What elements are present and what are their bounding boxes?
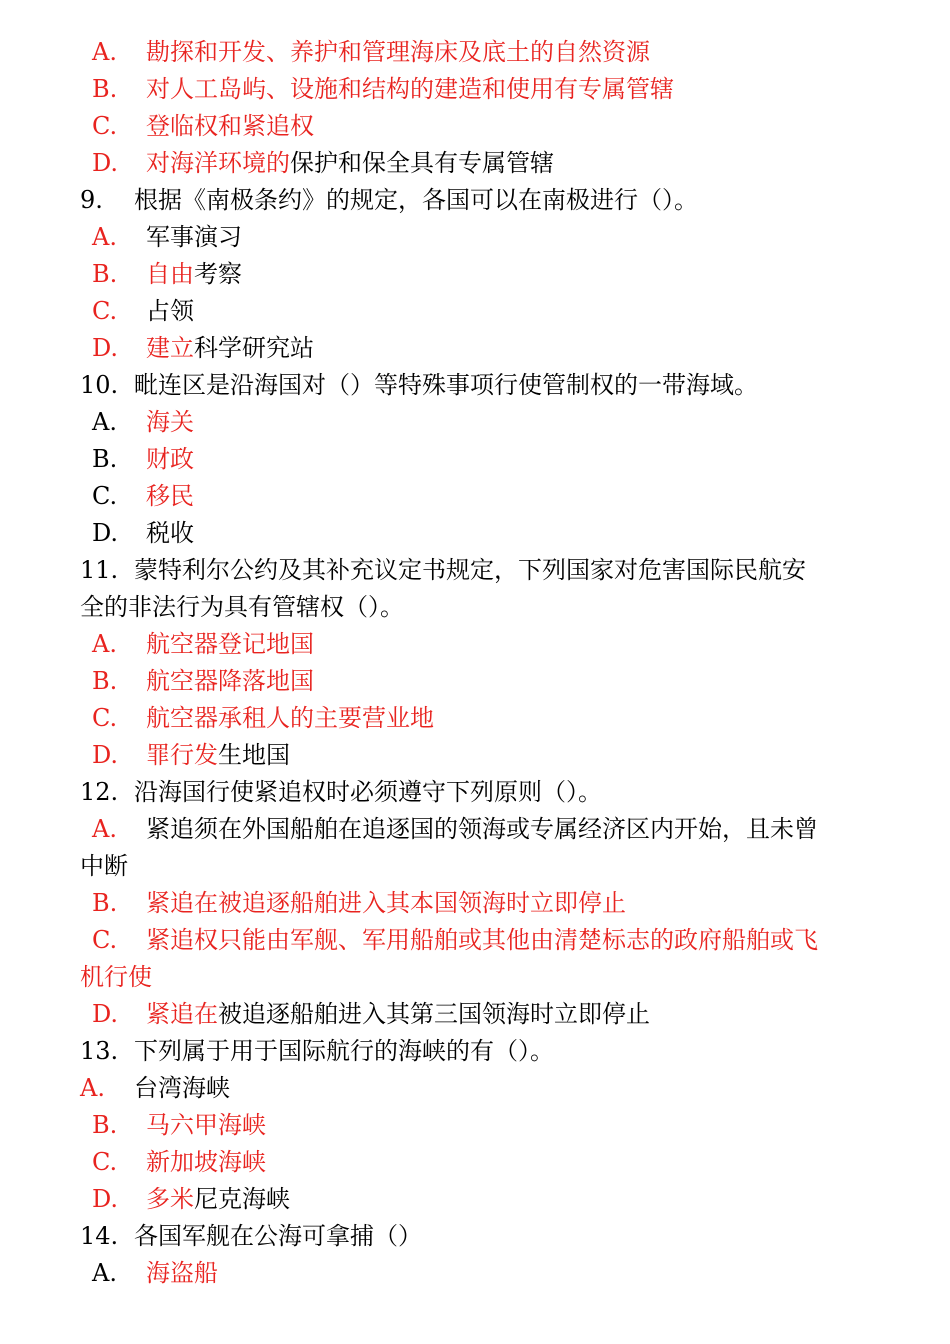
option-letter: D. [92, 741, 119, 769]
question-text: 下列属于用于国际航行的海峡的有（）。 [134, 1037, 554, 1065]
question-text: 蒙特利尔公约及其补充议定书规定，下列国家对危害国际民航安 [134, 556, 806, 584]
option-letter: D. [92, 149, 119, 177]
option-letter: C. [92, 926, 118, 954]
option-letter: B. [92, 667, 118, 695]
answer-text: 罪行发 [146, 741, 218, 769]
option-line [80, 441, 870, 478]
option-line [80, 626, 870, 663]
option-letter: D. [92, 1000, 119, 1028]
option-line [80, 1255, 870, 1292]
option-line [80, 1144, 870, 1181]
question-number: 11. [80, 556, 119, 584]
question-text: 沿海国行使紧追权时必须遵守下列原则（）。 [134, 778, 602, 806]
question-line [80, 552, 870, 589]
question-number: 12. [80, 778, 119, 806]
option-letter: B. [92, 260, 118, 288]
answer-text: 海关 [146, 408, 194, 436]
option-line [80, 256, 870, 293]
option-line [80, 71, 870, 108]
answer-text: 紧追权只能由军舰、军用船舶或其他由清楚标志的政府船舶或飞 [146, 926, 818, 954]
option-text: 考察 [194, 260, 242, 288]
answer-text: 紧追在被追逐船舶进入其本国领海时立即停止 [146, 889, 626, 917]
question-line [80, 1218, 870, 1255]
option-text: 尼克海峡 [194, 1185, 290, 1213]
option-text: 军事演习 [146, 223, 242, 251]
question-number: 9. [80, 186, 103, 214]
option-line [80, 108, 870, 145]
answer-text: 航空器登记地国 [146, 630, 314, 658]
continuation-line [80, 589, 870, 626]
question-number: 10. [80, 371, 119, 399]
option-letter: C. [92, 297, 118, 325]
continuation-line [80, 959, 870, 996]
option-letter: D. [92, 1185, 119, 1213]
option-letter: D. [92, 519, 119, 547]
question-number: 14. [80, 1222, 119, 1250]
option-letter: C. [92, 704, 118, 732]
option-letter: A. [92, 408, 117, 436]
option-letter: C. [92, 1148, 118, 1176]
option-line [80, 922, 870, 959]
question-line [80, 774, 870, 811]
option-letter: B. [92, 445, 118, 473]
option-letter: B. [92, 1111, 118, 1139]
answer-text: 航空器降落地国 [146, 667, 314, 695]
option-text: 占领 [146, 297, 194, 325]
answer-text: 新加坡海峡 [146, 1148, 266, 1176]
option-line [80, 885, 870, 922]
option-letter: A. [92, 223, 117, 251]
option-line [80, 1107, 870, 1144]
question-line [80, 182, 870, 219]
answer-text: 海盗船 [146, 1259, 218, 1287]
option-line [80, 404, 870, 441]
answer-text: 多米 [146, 1185, 194, 1213]
option-line [80, 478, 870, 515]
option-letter: B. [92, 889, 118, 917]
option-line [80, 996, 870, 1033]
question-text: 根据《南极条约》的规定，各国可以在南极进行（）。 [134, 186, 698, 214]
question-text: 毗连区是沿海国对（）等特殊事项行使管制权的一带海域。 [134, 371, 758, 399]
answer-text: 机行使 [80, 963, 152, 991]
option-line [80, 811, 870, 848]
continuation-line [80, 848, 870, 885]
answer-text: 对人工岛屿、设施和结构的建造和使用有专属管辖 [146, 75, 674, 103]
question-line [80, 1033, 870, 1070]
option-letter: A. [80, 1074, 105, 1102]
option-text: 全的非法行为具有管辖权（）。 [80, 593, 404, 621]
option-letter: D. [92, 334, 119, 362]
option-text: 被追逐船舶进入其第三国领海时立即停止 [218, 1000, 650, 1028]
option-letter: A. [92, 815, 117, 843]
option-line [80, 145, 870, 182]
option-text: 台湾海峡 [134, 1074, 230, 1102]
answer-text: 勘探和开发、养护和管理海床及底土的自然资源 [146, 38, 650, 66]
option-line [80, 1070, 870, 1107]
option-letter: A. [92, 38, 117, 66]
answer-text: 航空器承租人的主要营业地 [146, 704, 434, 732]
option-line [80, 663, 870, 700]
option-letter: A. [92, 630, 117, 658]
answer-text: 对海洋环境的 [146, 149, 290, 177]
option-line [80, 515, 870, 552]
answer-text: 移民 [146, 482, 194, 510]
option-line [80, 330, 870, 367]
option-letter: C. [92, 482, 118, 510]
answer-text: 财政 [146, 445, 194, 473]
option-line [80, 219, 870, 256]
answer-text: 建立 [146, 334, 194, 362]
option-text: 中断 [80, 852, 128, 880]
option-text: 生地国 [218, 741, 290, 769]
answer-text: 马六甲海峡 [146, 1111, 266, 1139]
question-text: 各国军舰在公海可拿捕（） [134, 1222, 422, 1250]
option-line [80, 1181, 870, 1218]
option-line [80, 34, 870, 71]
option-text: 税收 [146, 519, 194, 547]
option-line [80, 737, 870, 774]
option-text: 科学研究站 [194, 334, 314, 362]
option-line [80, 293, 870, 330]
option-letter: B. [92, 75, 118, 103]
question-line [80, 367, 870, 404]
option-text: 保护和保全具有专属管辖 [290, 149, 554, 177]
answer-text: 自由 [146, 260, 194, 288]
answer-text: 登临权和紧追权 [146, 112, 314, 140]
answer-text: 紧追在 [146, 1000, 218, 1028]
option-letter: A. [92, 1259, 117, 1287]
option-line [80, 700, 870, 737]
option-text: 紧追须在外国船舶在追逐国的领海或专属经济区内开始，且未曾 [146, 815, 818, 843]
question-number: 13. [80, 1037, 119, 1065]
option-letter: C. [92, 112, 118, 140]
